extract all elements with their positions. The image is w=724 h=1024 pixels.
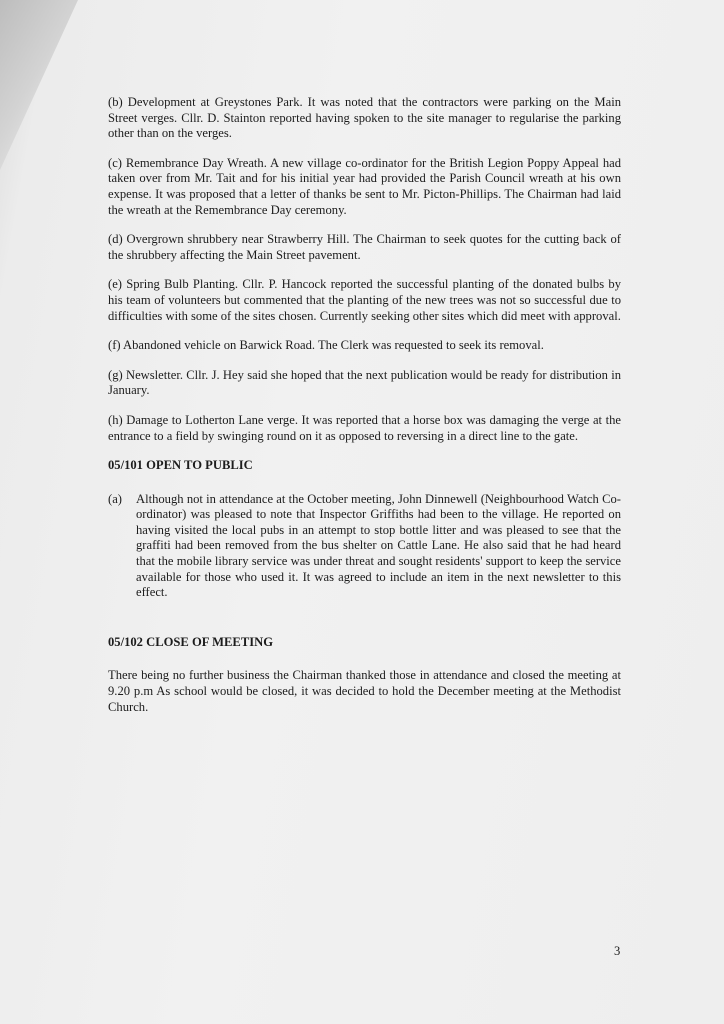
item-label: (a) <box>108 491 122 506</box>
minutes-body <box>108 95 621 729</box>
item-c: (c) Remembrance Day Wreath. A new village co-ordinator for the British Legion Poppy Appeal had taken over from Mr. Tait and for his initial year had provided the Parish Council wreath at his own expense. It was proposed that a letter of thanks be sent to Mr. Picton-Phillips. The Chairman had laid the wreath at the Remembrance Day ceremony. <box>108 155 621 217</box>
section-heading-close-of-meeting: 05/102 CLOSE OF MEETING <box>108 634 274 649</box>
item-b: (b) Development at Greystones Park. It was noted that the contractors were parking on the Main Street verges. Cllr. D. Stainton reported having spoken to the site manager to regularise the parking other than on the verges. <box>108 95 621 141</box>
item-e: (e) Spring Bulb Planting. Cllr. P. Hancock reported the successful planting of the donated bulbs by his team of volunteers but commented that the planting of the new trees was not so successful due to difficulties with some of the sites chosen. Currently seeking other sites which did meet with approval. <box>108 277 621 323</box>
item-h: (h) Damage to Lotherton Lane verge. It was reported that a horse box was damaging the verge at the entrance to a field by swinging round on it as opposed to reversing in a direct line to the gate. <box>108 412 621 443</box>
close-of-meeting-text: There being no further business the Chairman thanked those in attendance and closed the meeting at 9.20 p.m As school would be closed, it was decided to hold the December meeting at the Methodist Church. <box>108 668 621 714</box>
item-d: (d) Overgrown shrubbery near Strawberry Hill. The Chairman to seek quotes for the cutting back of the shrubbery affecting the Main Street pavement. <box>108 232 621 262</box>
page-fold-shadow <box>0 0 78 170</box>
item-f: (f) Abandoned vehicle on Barwick Road. The Clerk was requested to seek its removal. <box>108 338 544 353</box>
open-to-public-item-a <box>108 492 621 601</box>
section-heading-open-to-public: 05/101 OPEN TO PUBLIC <box>108 458 253 473</box>
item-g: (g) Newsletter. Cllr. J. Hey said she hoped that the next publication would be ready for distribution in January. <box>108 367 621 398</box>
page-number: 3 <box>614 944 621 958</box>
item-text: Although not in attendance at the October meeting, John Dinnewell (Neighbourhood Watch Co-ordinator) was pleased to note that Inspector Griffiths had been to the village. He reported on having visited the local pubs in an attempt to stop bottle litter and was pleased to see that the graffiti had been removed from the bus shelter on Cattle Lane. He also said that he had heard that the mobile library service was under threat and sought residents' support to keep the service available for those who used it. It was agreed to include an item in the next newsletter to this effect. <box>136 491 621 600</box>
